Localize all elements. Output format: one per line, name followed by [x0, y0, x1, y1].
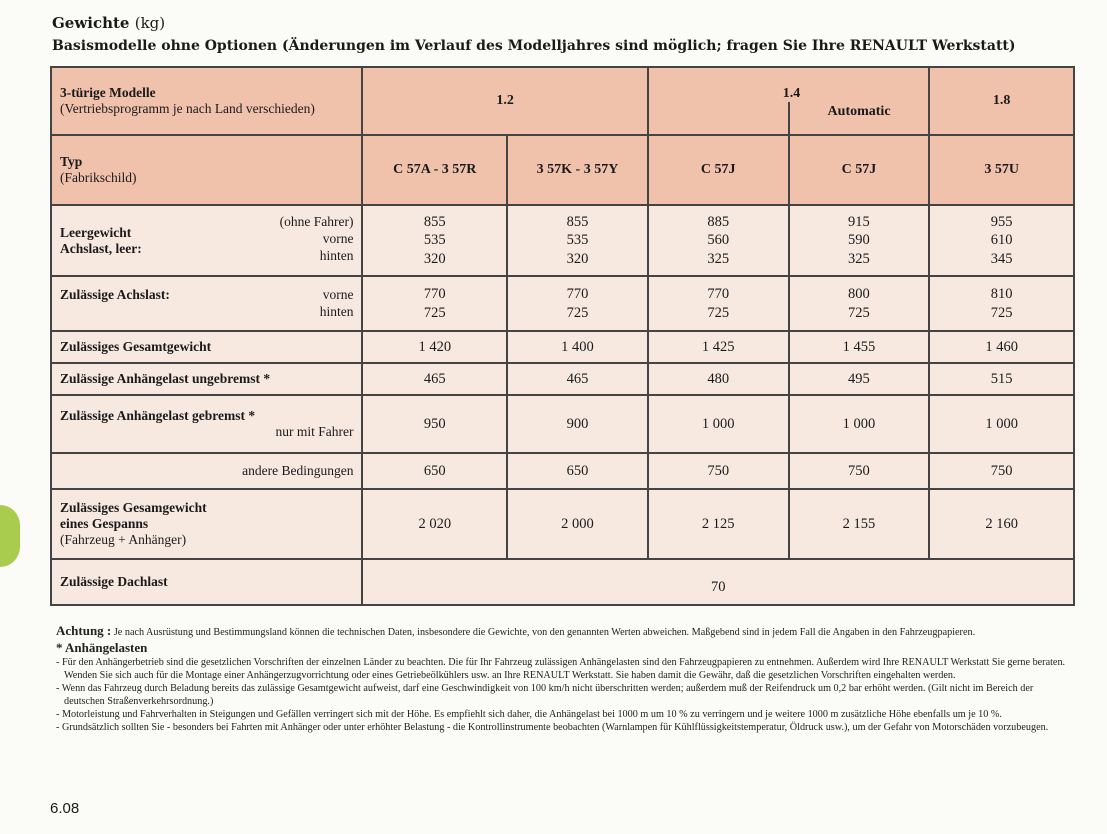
leergewicht-qualifiers [280, 214, 354, 265]
value: 855 [566, 214, 589, 231]
hinten-label: hinten [319, 247, 354, 263]
gebremst-label: Zulässige Anhängelast gebremst * [60, 407, 256, 423]
leergewicht-value-cell [362, 205, 507, 276]
value: 535 [423, 232, 446, 249]
gebremst-fahrer-value: 1 000 [648, 395, 789, 453]
value: 590 [848, 232, 870, 249]
models-sublabel: (Vertriebsprogramm je nach Land verschieden) [60, 101, 315, 116]
gespann-value: 2 160 [929, 489, 1074, 559]
value: 560 [707, 232, 730, 249]
row-gebremst-andere [51, 453, 1074, 489]
ungebremst-value: 495 [789, 363, 930, 395]
page-subtitle: Basismodelle ohne Optionen (Änderungen im Verlauf des Modelljahres sind möglich; fragen Sie Ihre RENAULT Werkstatt) [52, 38, 1016, 54]
typ-header-cell [51, 135, 362, 205]
row-achslast [51, 276, 1074, 331]
value: 725 [566, 304, 589, 321]
gesamtgewicht-value: 1 420 [362, 331, 507, 363]
value: 320 [566, 250, 589, 267]
value: 345 [990, 250, 1013, 267]
value: 725 [423, 304, 446, 321]
dachlast-value: 70 [362, 559, 1074, 605]
value: 800 [848, 286, 870, 303]
gesamtgewicht-value: 1 400 [507, 331, 648, 363]
gebremst-label-cell [51, 395, 362, 453]
gebremst-andere-value: 650 [362, 453, 507, 489]
value: 725 [707, 304, 730, 321]
achtung-label: Achtung : [56, 623, 112, 638]
value: 770 [566, 286, 589, 303]
gebremst-andere-value: 750 [648, 453, 789, 489]
gebremst-fahrer-value: 1 000 [929, 395, 1074, 453]
value: 915 [848, 214, 870, 231]
leergewicht-label-cell [51, 205, 362, 276]
value: 725 [990, 304, 1013, 321]
chapter-tab-marker [0, 505, 20, 567]
note-item: - Wenn das Fahrzeug durch Beladung bereits das zulässige Gesamtgewicht aufweist, darf eine Geschwindigkeit von 100 km/h nicht überschritten werden; außerdem muß der Reifendruck um 0,2 bar erhöht werden. (Gilt nicht im Bereich der deutschen Straßenverkehrsordnung.) [56, 683, 1034, 707]
ungebremst-value: 515 [929, 363, 1074, 395]
andere-bedingungen-label: andere Bedingungen [51, 453, 362, 489]
type-cell: C 57J [648, 135, 789, 205]
header-row-engine [51, 67, 1074, 135]
value: 855 [423, 214, 446, 231]
value: 770 [707, 286, 730, 303]
typ-label: Typ [60, 154, 83, 169]
row-dachlast [51, 559, 1074, 605]
row-gebremst-fahrer [51, 395, 1074, 453]
weights-table [50, 66, 1075, 606]
achslast-qualifiers [320, 287, 354, 321]
achslast-label: Zulässige Achslast: [60, 287, 170, 302]
value: 535 [566, 232, 589, 249]
value: 810 [990, 286, 1013, 303]
title-unit: (kg) [134, 14, 166, 32]
achslast-value-cell [507, 276, 648, 331]
engine-1-4-header [648, 67, 929, 135]
row-ungebremst [51, 363, 1074, 395]
achtung-note [56, 624, 1068, 639]
gespann-label: Zulässiges Gesamgewicht [60, 500, 207, 515]
engine-1-8-header: 1.8 [929, 67, 1074, 135]
achslast-value-cell [362, 276, 507, 331]
leergewicht-value-cell [929, 205, 1074, 276]
gesamtgewicht-value: 1 425 [648, 331, 789, 363]
value: 725 [848, 304, 870, 321]
value: 770 [423, 286, 446, 303]
achslast-value-cell [648, 276, 789, 331]
engine-1-2-header: 1.2 [362, 67, 647, 135]
hinten-label: hinten [319, 303, 354, 319]
achslast-value-cell [929, 276, 1074, 331]
row-leergewicht [51, 205, 1074, 276]
dachlast-label: Zulässige Dachlast [51, 559, 362, 605]
anhaengelasten-heading [56, 641, 1068, 656]
automatic-label: Automatic [827, 104, 891, 119]
achtung-text: Je nach Ausrüstung und Bestimmungsland können die technischen Daten, insbesondere die Gewichte, von den genannten Werten abweichen. Maßgebend sind in jedem Fall die Angaben in den Fahrzeugpapieren. [113, 627, 976, 638]
type-cell: C 57A - 3 57R [362, 135, 507, 205]
leergewicht-value-cell [507, 205, 648, 276]
note-item: - Grundsätzlich sollten Sie - besonders bei Fahrten mit Anhänger oder unter erhöhter Belastung - die Kontrollinstrumente beobachten (Warnlampen für Kühlflüssigkeitstemperatur, Öldruck usw.), um der Gefahr von Motorschäden vorzubeugen. [56, 722, 1049, 733]
page-number: 6.08 [50, 800, 80, 817]
page-title [52, 14, 165, 32]
type-cell: C 57J [789, 135, 930, 205]
ohne-fahrer-note: (ohne Fahrer) [279, 214, 354, 229]
value: 325 [707, 250, 730, 267]
gebremst-andere-value: 750 [929, 453, 1074, 489]
row-gespann [51, 489, 1074, 559]
note-item: - Motorleistung und Fahrverhalten in Steigungen und Gefällen verringert sich mit der Höhe. Es empfiehlt sich daher, die Anhängelast bei 1000 m um 10 % zu verringern und je weitere 1000 m zusätzliche Höhe ebenfalls um je 10 %. [56, 709, 1002, 720]
gespann-value: 2 155 [789, 489, 930, 559]
nur-mit-fahrer-label: nur mit Fahrer [275, 423, 354, 439]
type-cell: 3 57U [929, 135, 1074, 205]
gebremst-fahrer-value: 950 [362, 395, 507, 453]
ungebremst-value: 465 [507, 363, 648, 395]
vorne-label: vorne [322, 230, 354, 246]
gebremst-fahrer-value: 900 [507, 395, 648, 453]
ungebremst-label: Zulässige Anhängelast ungebremst * [51, 363, 362, 395]
footnotes [56, 624, 1068, 734]
value: 885 [707, 214, 730, 231]
gebremst-andere-value: 750 [789, 453, 930, 489]
value: 610 [990, 232, 1013, 249]
achslast-leer-label: Achslast, leer: [60, 240, 142, 256]
gespann-label-cell [51, 489, 362, 559]
value: 325 [848, 250, 870, 267]
achslast-label-cell [51, 276, 362, 331]
gesamtgewicht-label: Zulässiges Gesamtgewicht [51, 331, 362, 363]
anhaengelasten-label: * Anhängelasten [56, 640, 148, 655]
gespann-sublabel: (Fahrzeug + Anhänger) [60, 532, 187, 547]
ungebremst-value: 465 [362, 363, 507, 395]
value: 320 [423, 250, 446, 267]
models-label: 3-türige Modelle [60, 85, 156, 100]
leergewicht-value-cell [648, 205, 789, 276]
gebremst-andere-value: 650 [507, 453, 648, 489]
models-header-cell [51, 67, 362, 135]
ungebremst-value: 480 [648, 363, 789, 395]
gespann-value: 2 125 [648, 489, 789, 559]
gesamtgewicht-value: 1 460 [929, 331, 1074, 363]
header-row-type [51, 135, 1074, 205]
typ-sublabel: (Fabrikschild) [60, 170, 137, 185]
value: 955 [990, 214, 1013, 231]
gebremst-fahrer-value: 1 000 [789, 395, 930, 453]
type-cell: 3 57K - 3 57Y [507, 135, 648, 205]
title-text: Gewichte [52, 14, 130, 32]
leergewicht-value-cell [789, 205, 930, 276]
gesamtgewicht-value: 1 455 [789, 331, 930, 363]
engine-1-4-label: 1.4 [782, 86, 801, 101]
leergewicht-label: Leergewicht [60, 224, 132, 240]
gespann-label-2: eines Gespanns [60, 516, 149, 531]
row-gesamtgewicht [51, 331, 1074, 363]
gespann-value: 2 000 [507, 489, 648, 559]
note-item: - Für den Anhängerbetrieb sind die gesetzlichen Vorschriften der einzelnen Länder zu beachten. Die für Ihr Fahrzeug zulässigen Anhängelasten sind den Fahrzeugpapieren zu entnehmen. Außerdem wird Ihre RENAULT Werkstatt Sie gerne beraten. Wenden Sie sich auch für die Montage einer Anhängerzugvorrichtung oder eines Getriebeölkühlers usw. an Ihre RENAULT Werkstatt. Sie haben damit die Gewähr, daß die gesetzlichen Vorschriften eingehalten werden. [56, 657, 1066, 681]
gespann-value: 2 020 [362, 489, 507, 559]
achslast-value-cell [789, 276, 930, 331]
vorne-label: vorne [322, 287, 354, 302]
